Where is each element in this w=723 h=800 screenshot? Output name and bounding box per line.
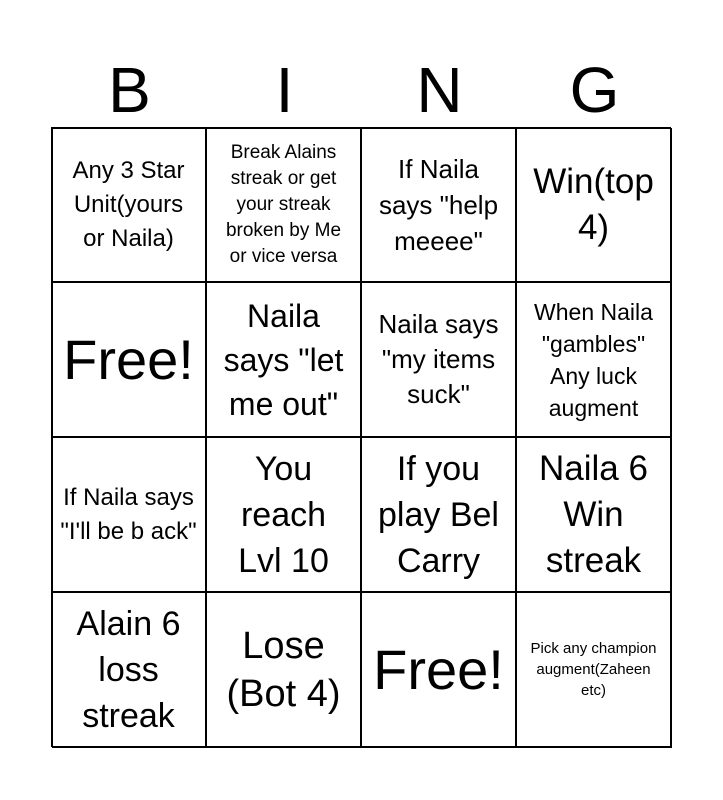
bingo-cell[interactable] [207, 283, 362, 438]
bingo-cell[interactable] [207, 438, 362, 593]
bingo-cell[interactable] [362, 438, 517, 593]
cell-text: Pick any champion augment(Zaheen etc) [530, 640, 657, 699]
free-cell[interactable] [362, 593, 517, 748]
cell-text: Free! [373, 637, 504, 701]
cell-text: If Naila says "I'll be b ack" [60, 483, 197, 545]
bingo-cell[interactable] [517, 593, 672, 748]
bingo-cell[interactable] [517, 283, 672, 438]
bingo-cell[interactable] [52, 438, 207, 593]
bingo-cell[interactable] [362, 283, 517, 438]
cell-text: Alain 6 loss streak [76, 604, 181, 735]
cell-text: Naila says "my items suck" [378, 309, 499, 409]
header-letter-n: N [416, 54, 463, 126]
cell-text: Any 3 Star Unit(yours or Naila) [72, 156, 185, 252]
bingo-cell[interactable] [207, 593, 362, 748]
cell-text: Free! [63, 327, 194, 391]
cell-text: Break Alains streak or get your streak broken by Me or vice versa [225, 141, 342, 267]
bingo-cell[interactable] [517, 128, 672, 283]
bingo-cell[interactable] [52, 128, 207, 283]
bingo-cell[interactable] [362, 128, 517, 283]
cell-text: If Naila says "help meeee" [378, 153, 499, 256]
header-letter-i: I [275, 54, 294, 126]
cell-text: Lose (Bot 4) [226, 624, 341, 715]
bingo-header [52, 52, 672, 128]
bingo-card-grid [52, 128, 672, 748]
cell-text: Win(top 4) [533, 161, 654, 247]
cell-text: When Naila "gambles" Any luck augment [534, 298, 653, 421]
free-cell[interactable] [52, 283, 207, 438]
cell-text: If you play Bel Carry [378, 449, 499, 580]
cell-text: You reach Lvl 10 [238, 449, 329, 580]
bingo-cell[interactable] [52, 593, 207, 748]
cell-text: Naila 6 Win streak [539, 448, 648, 580]
header-letter-g: G [569, 54, 620, 126]
bingo-cell[interactable] [517, 438, 672, 593]
bingo-cell[interactable] [207, 128, 362, 283]
cell-text: Naila says "let me out" [223, 297, 344, 422]
header-letter-b: B [108, 54, 151, 126]
